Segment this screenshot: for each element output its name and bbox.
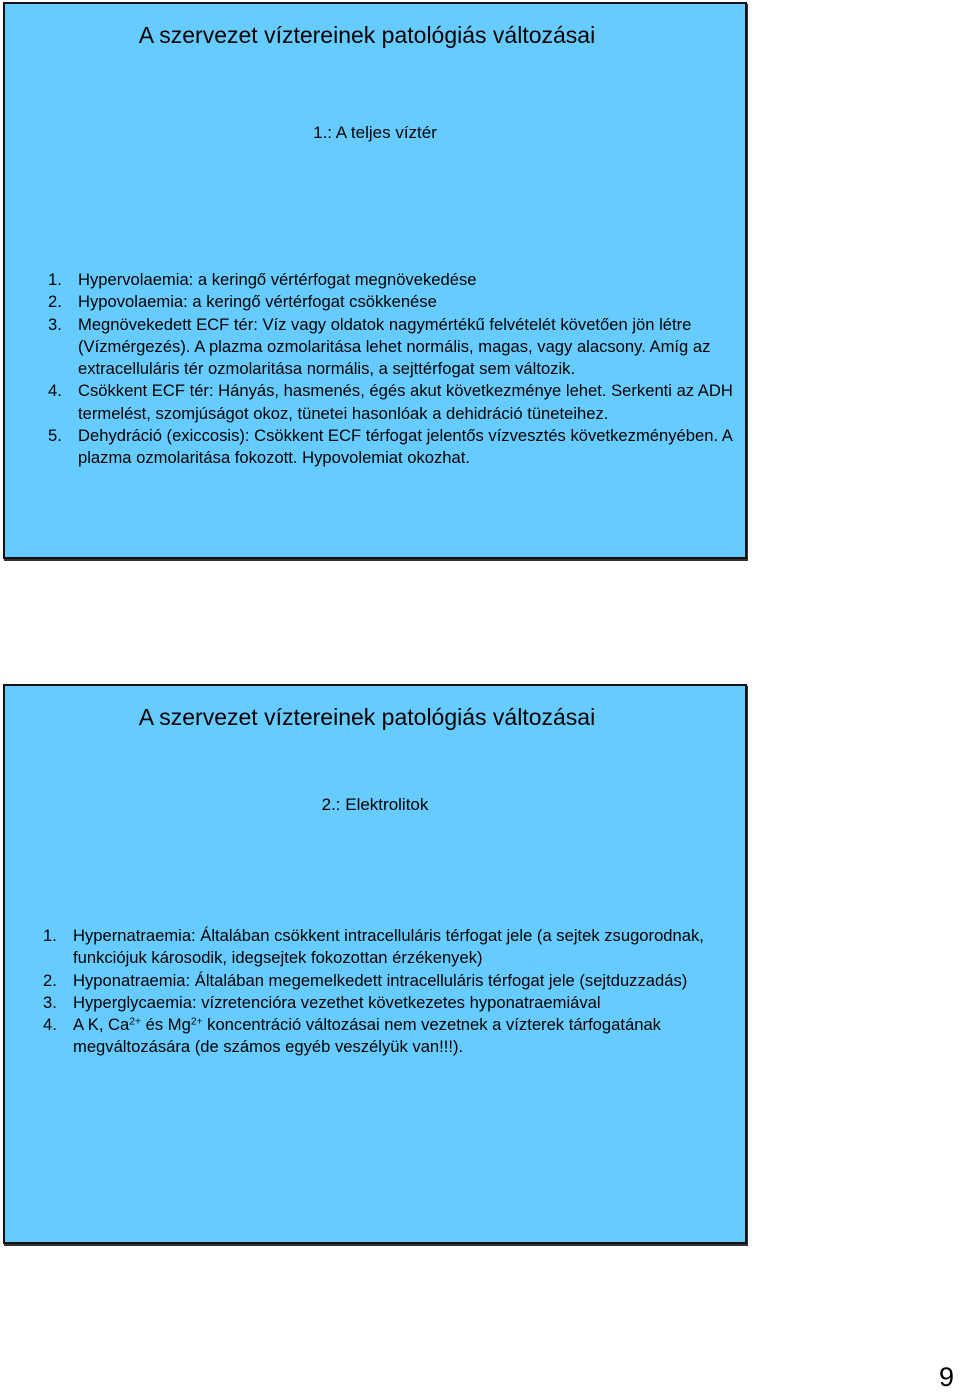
slide-1-subtitle: 1.: A teljes víztér bbox=[313, 123, 437, 142]
list-item-number: 4. bbox=[48, 381, 62, 401]
slide-1 bbox=[3, 2, 747, 559]
slide-1-title: A szervezet víztereinek patológiás változásai bbox=[138, 22, 596, 48]
list-item-text: Hypervolaemia: a keringő vértérfogat megnövekedése bbox=[78, 270, 477, 289]
list-item-number: 5. bbox=[48, 426, 62, 446]
superscript: 2+ bbox=[129, 1016, 141, 1028]
list-item bbox=[48, 380, 738, 425]
slide-2-title: A szervezet víztereinek patológiás változásai bbox=[138, 704, 596, 730]
page-number: 9 bbox=[938, 1362, 954, 1392]
slide-2 bbox=[3, 684, 747, 1244]
slide-2-list bbox=[43, 925, 743, 1059]
superscript: 2+ bbox=[190, 1016, 203, 1028]
list-item bbox=[43, 992, 743, 1014]
slide-2-subtitle: 2.: Elektrolitok bbox=[321, 795, 429, 814]
list-item-number: 3. bbox=[43, 992, 57, 1012]
list-item-text: Megnövekedett ECF tér: Víz vagy oldatok nagymértékű felvételét követően jön létre (Vízmérgezés). A plazma ozmolaritása lehet normális, magas, vagy alacsony. Amíg az extracelluláris tér ozmolaritása normális, a sejttérfogat sem változik. bbox=[78, 314, 711, 379]
list-item-number: 3. bbox=[48, 314, 62, 334]
list-item-text: Csökkent ECF tér: Hányás, hasmenés, égés akut következménye lehet. Serkenti az ADH termelést, szomjúságot okoz, tünetei hasonlóak a dehidráció tüneteihez. bbox=[78, 381, 733, 423]
list-item bbox=[48, 425, 738, 470]
list-item-text: Hypovolaemia: a keringő vértérfogat csökkenése bbox=[78, 292, 437, 312]
list-item bbox=[48, 269, 738, 291]
list-item-number: 4. bbox=[43, 1015, 57, 1035]
list-item bbox=[48, 314, 738, 381]
list-item bbox=[43, 1014, 743, 1059]
list-item-number: 1. bbox=[48, 270, 62, 289]
list-item-number: 2. bbox=[43, 970, 57, 990]
list-item bbox=[48, 291, 738, 313]
list-item-number: 2. bbox=[48, 292, 62, 312]
list-item-number: 1. bbox=[43, 926, 57, 945]
list-item-text: Dehydráció (exiccosis): Csökkent ECF térfogat jelentős vízvesztés következményében. A plazma ozmolaritása fokozott. Hypovolemiat okozhat. bbox=[78, 426, 732, 468]
list-item-text: Hyponatraemia: Általában megemelkedett intracelluláris térfogat jele (sejtduzzadás) bbox=[73, 970, 688, 990]
list-item bbox=[43, 970, 743, 992]
list-item-text: Hypernatraemia: Általában csökkent intracelluláris térfogat jele (a sejtek zsugorodnak, funkciójuk károsodik, idegsejtek fokozottan érzékenyek) bbox=[73, 926, 704, 968]
list-item-text: Hyperglycaemia: vízretencióra vezethet következetes hyponatraemiával bbox=[73, 992, 601, 1012]
list-item-text: A K, $Ca^{2+}$ és $Mg^{2+}$ koncentráció változásai nem vezetnek a vízterek tárfogatának megváltozására (de számos egyéb veszélyük van!!!). bbox=[73, 1015, 661, 1057]
list-item bbox=[43, 925, 743, 970]
slide-1-list bbox=[48, 269, 738, 470]
